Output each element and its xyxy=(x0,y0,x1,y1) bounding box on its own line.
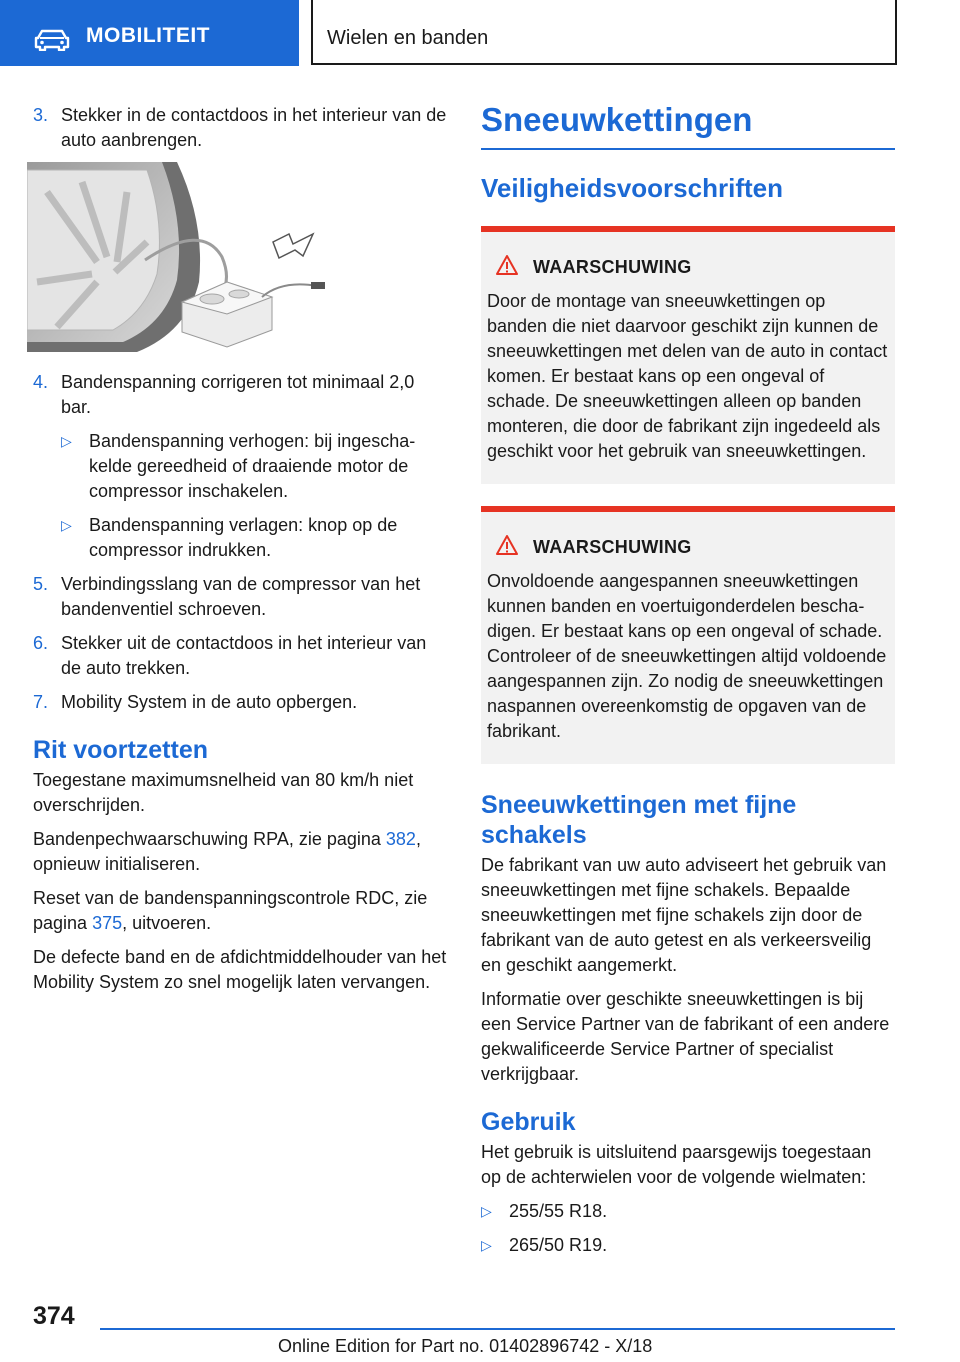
step-number: 5. xyxy=(33,574,49,594)
warning-text: Onvoldoende aangespannen sneeuwkettingen kunnen banden en voertuigonderdelen beschadigen. Er bestaat kans op een ongeval of schade. Controleer of de sneeuwkettingen altijd voldoende aangespannen zijn. Zo nodig de sneeuwkettingen naspannen overeenkomstig de opgaven van de fabrikant. xyxy=(487,571,887,741)
rit-paragraph-2 xyxy=(33,827,448,877)
warning-triangle-icon xyxy=(495,534,519,561)
warning-title xyxy=(495,254,889,281)
list-item-text: Bandenspanning verhogen: bij ingeschakelde gereedheid of draaiende motor de compressor inschakelen. xyxy=(89,431,416,501)
step-number: 3. xyxy=(33,105,49,125)
triangle-bullet-icon: ▷ xyxy=(481,1203,492,1219)
warning-label: WAARSCHUWING xyxy=(533,257,692,277)
text: Reset van de bandenspanningscontrole RDC, zie pagina xyxy=(33,888,428,933)
right-column xyxy=(481,100,895,1267)
gebruik-heading: Gebruik xyxy=(481,1108,576,1136)
rit-heading: Rit voortzetten xyxy=(33,736,208,764)
triangle-bullet-icon: ▷ xyxy=(481,1237,492,1253)
step-text: Bandenspanning corrigeren tot minimaal 2,0 bar. xyxy=(61,372,415,417)
list-item xyxy=(481,1233,895,1258)
list-item xyxy=(61,429,448,504)
page-title: Sneeuwkettingen xyxy=(481,101,753,138)
step-text: Mobility System in de auto opbergen. xyxy=(61,692,358,712)
step-text: Verbindingsslang van de compressor van het bandenventiel schroeven. xyxy=(61,574,421,619)
list-item xyxy=(481,1199,895,1224)
fijne-heading: Sneeuwkettingen met fijne schakels xyxy=(481,791,797,849)
list-item-text: Bandenspanning verlagen: knop op de compressor indrukken. xyxy=(89,515,398,560)
left-column xyxy=(33,103,448,1004)
car-icon xyxy=(34,29,70,56)
gebruik-paragraph: Het gebruik is uitsluitend paarsgewijs toegestaan op de achterwielen voor de volgende wielmaten: xyxy=(481,1142,872,1187)
step-4 xyxy=(33,370,448,420)
section-tab xyxy=(0,0,299,66)
page-link-382[interactable]: 382 xyxy=(385,829,416,849)
tire-compressor-illustration xyxy=(27,162,327,352)
step-text: Stekker in de contactdoos in het interieur van de auto aanbrengen. xyxy=(61,105,447,150)
step-number: 6. xyxy=(33,633,49,653)
rit-paragraph-1: Toegestane maximumsnelheid van 80 km/h niet overschrijden. xyxy=(33,770,414,815)
chapter-title: Wielen en banden xyxy=(327,27,489,49)
rit-paragraph-4: De defecte band en de afdichtmiddelhouder van het Mobility System zo snel mogelijk laten vervangen. xyxy=(33,947,447,992)
warning-text: Door de montage van sneeuwkettingen op banden die niet daarvoor geschikt zijn kunnen de sneeuwkettingen met delen van de auto in contact komen. Er bestaat kans op een ongeval of schade. De sneeuwkettingen alleen op banden monteren, die door de fabrikant zijn ingedeeld als geschikt voor het gebruik van sneeuwkettingen. xyxy=(487,291,888,461)
warning-triangle-icon xyxy=(495,254,519,281)
warning-box-2 xyxy=(481,506,895,764)
warning-box-1 xyxy=(481,226,895,484)
fijne-paragraph-1: De fabrikant van uw auto adviseert het gebruik van sneeuwkettingen met fijne schakels. Bepaalde sneeuwkettingen met fijne schakels zijn door de fabrikant van de auto getest en als verkeersveilig en geschikt aangemerkt. xyxy=(481,855,887,975)
page-link-375[interactable]: 375 xyxy=(92,913,123,933)
list-item xyxy=(61,513,448,563)
page-number: 374 xyxy=(33,1302,75,1330)
step-5 xyxy=(33,572,448,622)
title-divider xyxy=(481,148,895,150)
step-number: 4. xyxy=(33,372,49,392)
text: , uitvoeren. xyxy=(122,913,212,933)
rit-paragraph-3 xyxy=(33,886,448,936)
footer-divider xyxy=(100,1328,895,1330)
section-title: MOBILITEIT xyxy=(86,24,210,47)
step-7 xyxy=(33,690,448,715)
triangle-bullet-icon: ▷ xyxy=(61,433,72,449)
triangle-bullet-icon: ▷ xyxy=(61,517,72,533)
fijne-paragraph-2: Informatie over geschikte sneeuwkettingen is bij een Service Partner van de fabrikant of een andere gekwalificeerde Service Partner of specialist verkrijgbaar. xyxy=(481,989,890,1084)
safety-heading: Veiligheidsvoorschriften xyxy=(481,173,783,203)
step-number: 7. xyxy=(33,692,49,712)
warning-label: WAARSCHUWING xyxy=(533,537,692,557)
text: , opnieuw initialiseren. xyxy=(33,829,421,874)
step-text: Stekker uit de contactdoos in het interieur van de auto trekken. xyxy=(61,633,427,678)
list-item-text: 255/55 R18. xyxy=(509,1201,608,1221)
step-6 xyxy=(33,631,448,681)
step-3 xyxy=(33,103,448,153)
warning-title xyxy=(495,534,889,561)
list-item-text: 265/50 R19. xyxy=(509,1235,608,1255)
chapter-header xyxy=(311,0,897,65)
text: Bandenpechwaarschuwing RPA, zie pagina xyxy=(33,829,386,849)
edition-note: Online Edition for Part no. 01402896742 - X/18 xyxy=(278,1336,653,1356)
